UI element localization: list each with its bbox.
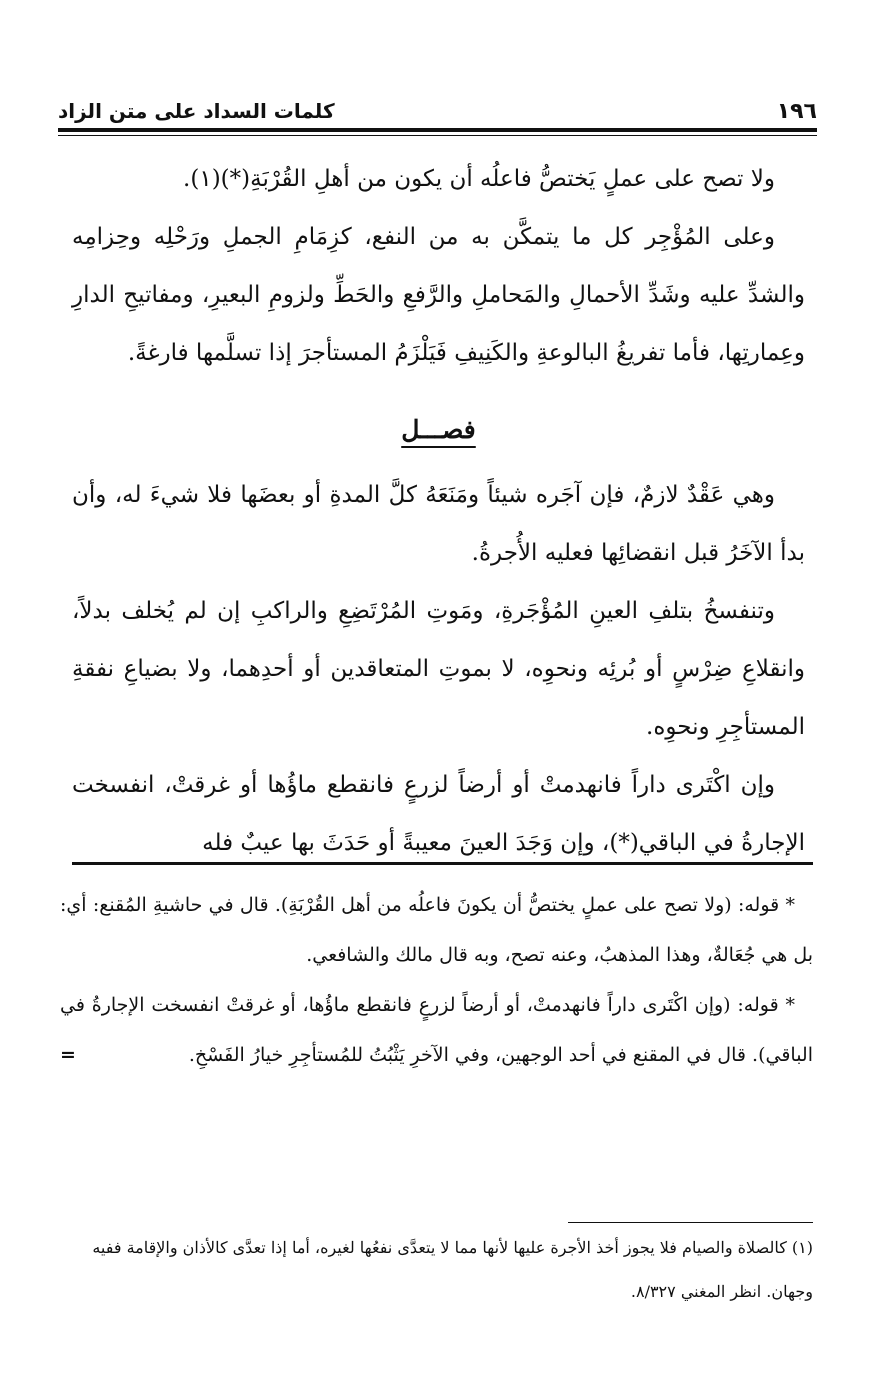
endnotes	[60, 1226, 813, 1314]
footnote-separator	[72, 862, 813, 865]
header-rule	[58, 128, 817, 132]
paragraph: وتنفسخُ بتلفِ العينِ المُؤْجَرةِ، ومَوتِ المُرْتَضِعِ والراكبِ إن لم يُخلف بدلاً، وانقلاعِ ضِرْسٍ أو بُرئِه ونحوِه، لا بموتِ المتعاقدين أو أحدِهما، ولا بضياعِ نفقةِ المستأجِرِ ونحوِه.	[72, 598, 805, 740]
continuation-mark: =	[60, 1044, 76, 1066]
paragraph: وعلى المُؤْجِر كل ما يتمكَّن به من النفع، كزِمَامِ الجملِ ورَحْلِه وحِزامِه والشدِّ عليه وشَدِّ الأحمالِ والمَحاملِ والرَّفعِ والحَطِّ ولزومِ البعيرِ، ومفاتيحِ الدارِ وعِمارتِها، فأما تفريغُ البالوعةِ والكَنِيفِ فَيَلْزَمُ المستأجرَ إذا تسلَّمها فارغةً.	[72, 224, 805, 366]
endnote: (١) كالصلاة والصيام فلا يجوز أخذ الأجرة عليها لأنها مما لا يتعدَّى نفعُها لغيره، أما إذا تعدَّى كالأذان والإقامة ففيه وجهان. انظر المغني ٨/٣٢٧.	[92, 1238, 813, 1301]
paragraph: وهي عَقْدٌ لازمٌ، فإن آجَره شيئاً ومَنَعَهُ كلَّ المدةِ أو بعضَها فلا شيءَ له، وأن بدأ الآخَرُ قبل انقضائِها فعليه الأُجرةُ.	[72, 482, 805, 566]
commentary-note: * قوله: (ولا تصح على عملٍ يختصُّ أن يكونَ فاعلُه من أهل القُرْبَةِ). قال في حاشيةِ المُقنع: أي: بل هي جُعَالةٌ، وهذا المذهبُ، وعنه تصح، وبه قال مالك والشافعي.	[60, 894, 813, 966]
main-text	[72, 150, 805, 872]
commentary-notes	[60, 880, 813, 1080]
header-rule-thin	[58, 135, 817, 136]
section-heading: فصـــل	[401, 415, 476, 444]
paragraph: ولا تصح على عملٍ يَختصُّ فاعلُه أن يكون من أهلِ القُرْبَةِ(*)(١).	[183, 166, 775, 192]
endnote-separator	[568, 1222, 813, 1223]
running-title: كلمات السداد على متن الزاد	[58, 99, 335, 123]
paragraph: وإن اكْتَرى داراً فانهدمتْ أو أرضاً لزرعٍ فانقطع ماؤُها أو غرقتْ، انفسخت الإجارةُ في الباقي(*)، وإن وَجَدَ العينَ معيبةً أو حَدَثَ بها عيبٌ فله	[72, 772, 805, 856]
page-number: ١٩٦	[776, 98, 817, 124]
commentary-note	[60, 980, 813, 1080]
commentary-note-text: * قوله: (وإن اكْتَرى داراً فانهدمتْ، أو أرضاً لزرعٍ فانقطع ماؤُها، أو غرقتْ انفسخت الإجارةُ في الباقي). قال في المقنع في أحد الوجهين، وفي الآخرِ يَثْبُتُ للمُستأجِرِ خيارُ الفَسْخِ.	[60, 994, 813, 1066]
